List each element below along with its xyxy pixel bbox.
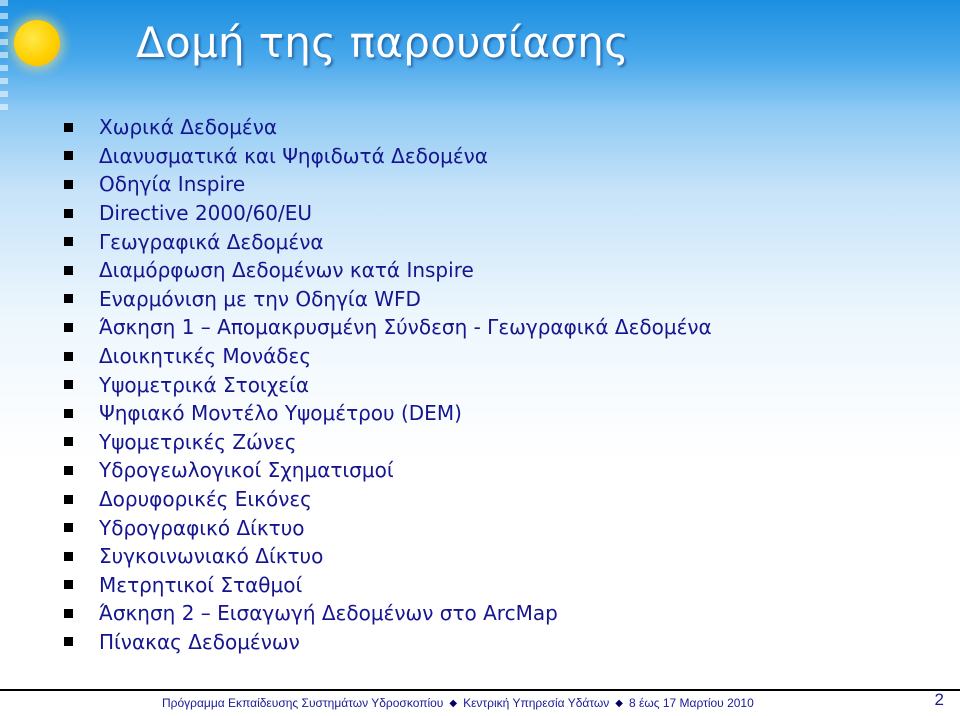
- list-item: [64, 199, 712, 228]
- list-item: [64, 256, 712, 285]
- list-item: [64, 571, 712, 600]
- square-bullet-icon: [64, 437, 73, 446]
- header-stripes: [0, 0, 8, 110]
- list-item: [64, 142, 712, 171]
- square-bullet-icon: [64, 151, 73, 160]
- list-item: [64, 456, 712, 485]
- sun-icon: [14, 20, 62, 68]
- square-bullet-icon: [64, 180, 73, 189]
- square-bullet-icon: [64, 352, 73, 361]
- bullet-text: Χωρικά Δεδομένα: [99, 115, 278, 140]
- list-item: [64, 428, 712, 457]
- square-bullet-icon: [64, 523, 73, 532]
- bullet-list: [64, 113, 712, 656]
- bullet-text: Διανυσματικά και Ψηφιδωτά Δεδομένα: [99, 143, 488, 168]
- bullet-text: Διαμόρφωση Δεδομένων κατά Inspire: [99, 258, 474, 283]
- square-bullet-icon: [64, 495, 73, 504]
- footer-divider: [0, 689, 960, 691]
- square-bullet-icon: [64, 323, 73, 332]
- list-item: [64, 628, 712, 657]
- bullet-text: Υδρογεωλογικοί Σχηματισμοί: [99, 458, 394, 483]
- bullet-text: Μετρητικοί Σταθμοί: [99, 572, 303, 597]
- list-item: [64, 513, 712, 542]
- square-bullet-icon: [64, 552, 73, 561]
- list-item: [64, 170, 712, 199]
- bullet-text: Ψηφιακό Μοντέλο Υψομέτρου (DEM): [99, 401, 462, 426]
- list-item: [64, 399, 712, 428]
- diamond-icon: ◆: [449, 697, 458, 709]
- square-bullet-icon: [64, 123, 73, 132]
- sun-disc: [14, 20, 60, 66]
- list-item: [64, 113, 712, 142]
- list-item: [64, 542, 712, 571]
- square-bullet-icon: [64, 209, 73, 218]
- square-bullet-icon: [64, 580, 73, 589]
- list-item: [64, 227, 712, 256]
- bullet-text: Εναρμόνιση με την Οδηγία WFD: [99, 286, 421, 311]
- footer-organization: Κεντρική Υπηρεσία Υδάτων: [463, 696, 610, 710]
- footer-program: Πρόγραμμα Εκπαίδευσης Συστημάτων Υδροσκοπίου: [162, 696, 444, 710]
- square-bullet-icon: [64, 609, 73, 618]
- bullet-text: Διοικητικές Μονάδες: [99, 344, 312, 369]
- bullet-text: Directive 2000/60/EU: [99, 201, 313, 226]
- footer: [162, 693, 782, 713]
- bullet-text: Πίνακας Δεδομένων: [99, 629, 300, 654]
- bullet-text: Άσκηση 1 – Απομακρυσμένη Σύνδεση - Γεωγραφικά Δεδομένα: [99, 315, 712, 340]
- square-bullet-icon: [64, 294, 73, 303]
- slide-title: Δομή της παρουσίασης: [136, 18, 630, 67]
- square-bullet-icon: [64, 466, 73, 475]
- square-bullet-icon: [64, 380, 73, 389]
- page-number: 2: [934, 690, 944, 709]
- bullet-text: Γεωγραφικά Δεδομένα: [99, 229, 324, 254]
- list-item: [64, 285, 712, 314]
- list-item: [64, 599, 712, 628]
- list-item: [64, 342, 712, 371]
- list-item: [64, 313, 712, 342]
- bullet-text: Δορυφορικές Εικόνες: [99, 487, 312, 512]
- bullet-text: Υδρογραφικό Δίκτυο: [99, 515, 305, 540]
- square-bullet-icon: [64, 637, 73, 646]
- footer-dates: 8 έως 17 Μαρτίου 2010: [628, 696, 754, 710]
- bullet-text: Συγκοινωνιακό Δίκτυο: [99, 544, 324, 569]
- bullet-text: Οδηγία Inspire: [99, 172, 246, 197]
- bullet-text: Υψομετρικά Στοιχεία: [99, 372, 310, 397]
- square-bullet-icon: [64, 266, 73, 275]
- list-item: [64, 485, 712, 514]
- bullet-text: Υψομετρικές Ζώνες: [99, 429, 297, 454]
- square-bullet-icon: [64, 409, 73, 418]
- list-item: [64, 370, 712, 399]
- bullet-text: Άσκηση 2 – Εισαγωγή Δεδομένων στο ArcMap: [99, 601, 558, 626]
- square-bullet-icon: [64, 237, 73, 246]
- diamond-icon: ◆: [615, 697, 623, 709]
